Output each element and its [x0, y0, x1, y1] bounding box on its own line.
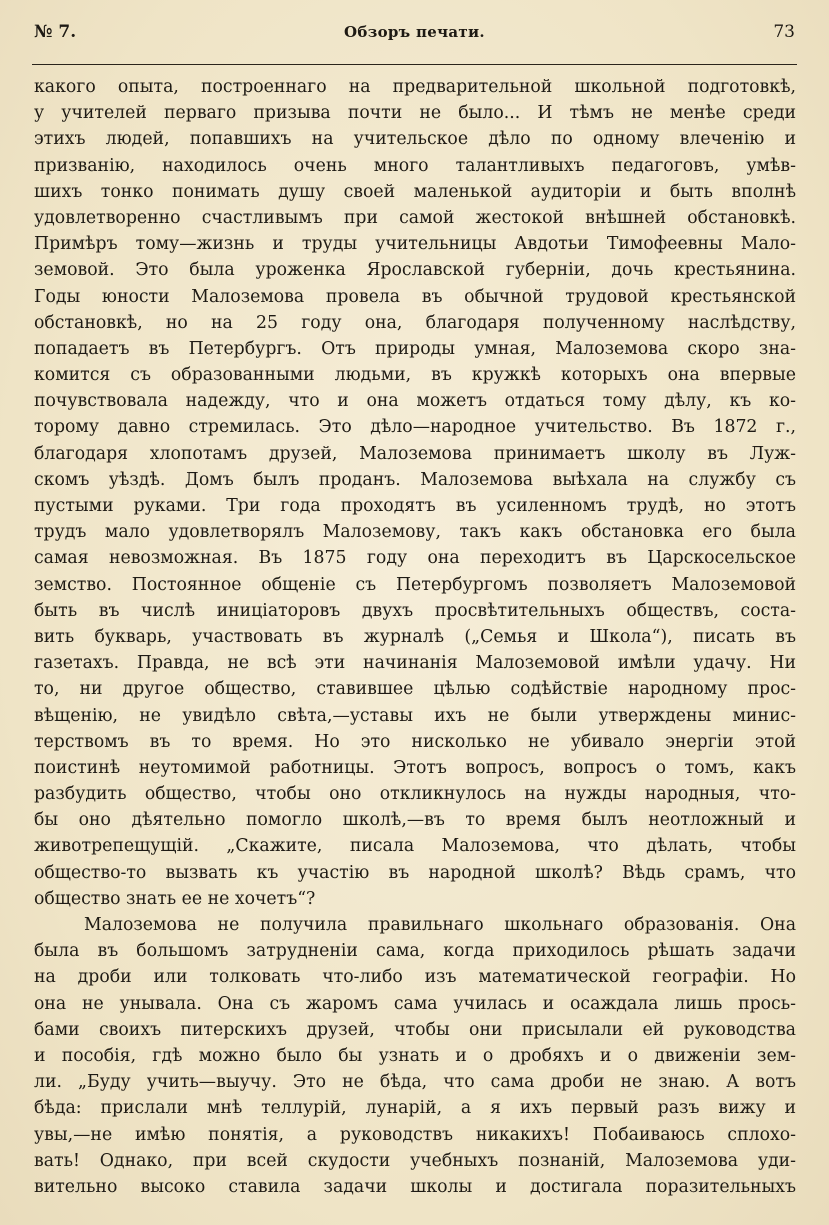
text-line: пустыми руками. Три года проходятъ въ усиленномъ трудѣ, но этотъ: [34, 496, 796, 516]
text-line: ли. „Буду учить—выучу. Это не бѣда, что сама дроби не знаю. А вотъ: [34, 1072, 796, 1093]
text-line: скомъ уѣздѣ. Домъ былъ проданъ. Малоземова выѣхала на службу съ: [34, 469, 796, 490]
text-line: вить букварь, участвовать въ журналѣ („Семья и Школа“), писать въ: [34, 626, 796, 647]
text-line: почувствовала надежду, что и она можетъ отдаться тому дѣлу, къ ко-: [34, 391, 796, 412]
text-line: газетахъ. Правда, не всѣ эти начинанія Малоземовой имѣли удачу. Ни: [34, 653, 796, 674]
text-line: на дроби или толковать что-либо изъ математической географіи. Но: [34, 967, 796, 988]
text-line: увы,—не имѣю понятія, а руководствъ никакихъ! Побаиваюсь сплохо-: [34, 1124, 796, 1145]
text-line: этихъ людей, попавшихъ на учительское дѣло по одному влеченію и: [34, 129, 796, 150]
text-line: терствомъ въ то время. Но это нисколько не убивало энергіи этой: [34, 731, 796, 752]
text-line: шихъ тонко понимать душу своей маленькой аудиторіи и быть вполнѣ: [34, 181, 796, 202]
text-line: вѣщенію, не увидѣло свѣта,—уставы ихъ не были утверждены минис-: [34, 705, 796, 726]
text-line: вать! Однако, при всей скудости учебныхъ познаній, Малоземова уди-: [34, 1150, 796, 1171]
text-line: бѣда: прислали мнѣ теллурій, лунарій, а я ихъ первый разъ вижу и: [34, 1098, 796, 1119]
text-line: самая невозможная. Въ 1875 году она переходитъ въ Царскосельское: [34, 548, 796, 569]
text-line: земовой. Это была уроженка Ярославской губерніи, дочь крестьянина.: [34, 260, 796, 281]
issue-number: № 7.: [34, 22, 77, 42]
text-line: была въ большомъ затрудненіи сама, когда приходилось рѣшать задачи: [34, 941, 796, 962]
text-line: общество знать ее не хочетъ“?: [34, 888, 316, 909]
text-line: Годы юности Малоземова провела въ обычной трудовой крестьянской: [34, 286, 796, 307]
text-line: быть въ числѣ иниціаторовъ двухъ просвѣтительныхъ обществъ, соста-: [34, 600, 796, 621]
text-line: Малоземова не получила правильнаго школьнаго образованія. Она: [84, 915, 796, 935]
text-line: удовлетворенно счастливымъ при самой жестокой внѣшней обстановкѣ.: [34, 207, 796, 228]
text-line: разбудить общество, чтобы оно откликнулось на нужды народныя, что-: [34, 784, 796, 805]
header-rule: [32, 64, 797, 65]
article-body: [34, 74, 796, 1200]
text-line: трудъ мало удовлетворялъ Малоземову, такъ какъ обстановка его была: [34, 522, 796, 543]
text-line: у учителей перваго призыва почти не было... И тѣмъ не менѣе среди: [34, 103, 796, 124]
text-line: бами своихъ питерскихъ друзей, чтобы они присылали ей руководства: [34, 1019, 796, 1040]
text-line: животрепещущій. „Скажите, писала Малоземова, что дѣлать, чтобы: [34, 836, 796, 857]
text-line: комится съ образованными людьми, въ кружкѣ которыхъ она впервые: [34, 365, 796, 386]
text-line: и пособія, гдѣ можно было бы узнать и о дробяхъ и о движеніи зем-: [34, 1045, 796, 1066]
text-line: какого опыта, построеннаго на предварительной школьной подготовкѣ,: [34, 77, 796, 97]
text-line: поистинѣ неутомимой работницы. Этотъ вопросъ, вопросъ о томъ, какъ: [34, 757, 796, 778]
text-line: то, ни другое общество, ставившее цѣлью содѣйствіе народному прос-: [34, 679, 796, 700]
text-line: общество-то вызвать къ участію въ народной школѣ? Вѣдь срамъ, что: [34, 862, 796, 883]
text-line: бы оно дѣятельно помогло школѣ,—въ то время былъ неотложный и: [34, 810, 796, 831]
journal-page: [32, 18, 797, 1197]
text-line: благодаря хлопотамъ друзей, Малоземова принимаетъ школу въ Луж-: [34, 443, 796, 464]
text-line: вительно высоко ставила задачи школы и достигала поразительныхъ: [34, 1176, 796, 1197]
text-line: призванію, находилось очень много талантливыхъ педагоговъ, умѣв-: [34, 155, 796, 176]
text-line: торому давно стремилась. Это дѣло—народное учительство. Въ 1872 г.,: [34, 417, 796, 438]
page-number: 73: [773, 22, 795, 42]
running-header: [32, 18, 797, 48]
section-title: Обзоръ печати.: [344, 23, 485, 41]
text-line: попадаетъ въ Петербургъ. Отъ природы умная, Малоземова скоро зна-: [34, 338, 796, 359]
text-line: обстановкѣ, но на 25 году она, благодаря полученному наслѣдству,: [34, 312, 796, 333]
text-line: Примѣръ тому—жизнь и труды учительницы Авдотьи Тимофеевны Мало-: [34, 234, 796, 255]
text-line: она не унывала. Она съ жаромъ сама училась и осаждала лишь прось-: [34, 993, 796, 1014]
text-line: земство. Постоянное общеніе съ Петербургомъ позволяетъ Малоземовой: [34, 574, 796, 595]
